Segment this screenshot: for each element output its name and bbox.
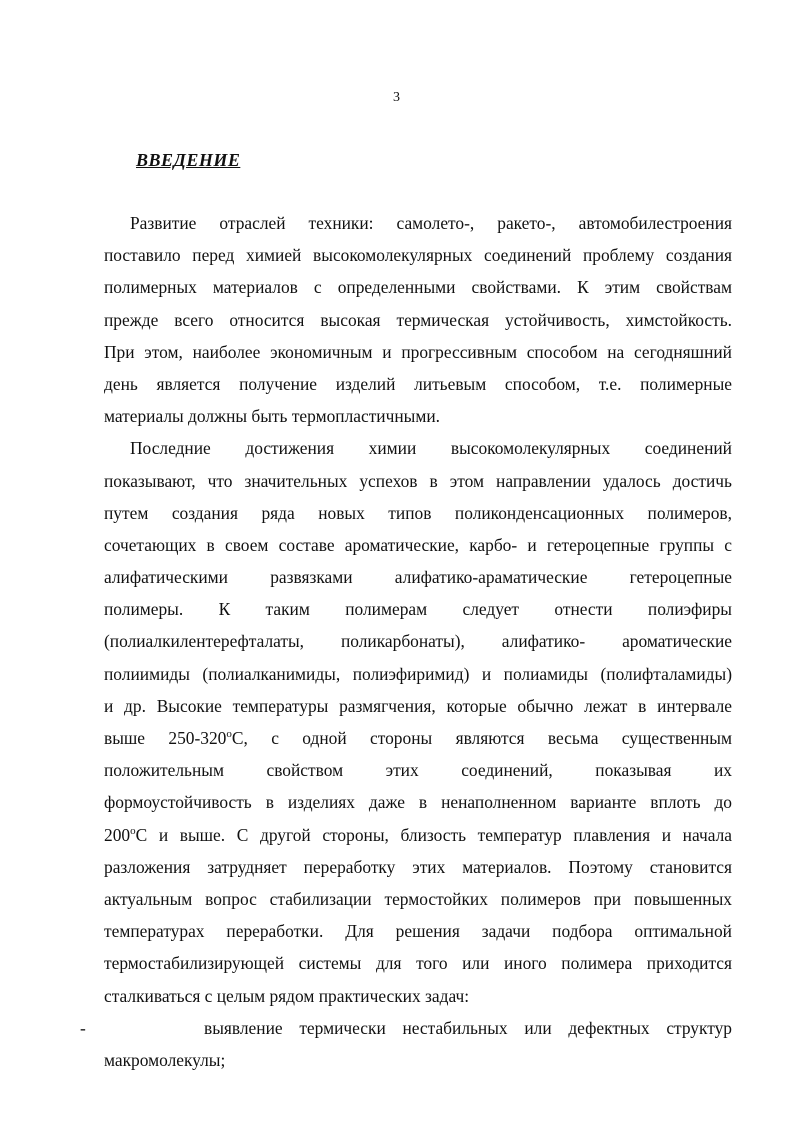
text-line: (полиалкилентерефталаты, поликарбонаты), алифатико- ароматические xyxy=(104,631,732,652)
text-line: показывают, что значительных успехов в этом направлении удалось достичь xyxy=(104,470,732,491)
text-line: полиимиды (полиалканимиды, полиэфиримид) и полиамиды (полифталамиды) xyxy=(104,663,732,684)
text-line-temperature xyxy=(104,722,732,754)
text-line: температурах переработки. Для решения задачи подбора оптимальной xyxy=(104,921,732,942)
text-line: При этом, наиболее экономичным и прогрессивным способом на сегодняшний xyxy=(104,341,732,362)
text-line: макромолекулы; xyxy=(104,1049,226,1070)
text-line: сочетающих в своем составе ароматические, карбо- и гетероцепные группы с xyxy=(104,534,732,555)
text-line: путем создания ряда новых типов поликонденсационных полимеров, xyxy=(104,502,732,523)
temp-text-after: С и выше. С другой стороны, близость температур плавления и начала xyxy=(135,824,732,845)
text-line: актуальным вопрос стабилизации термостойких полимеров при повышенных xyxy=(104,888,732,909)
text-line-temperature xyxy=(104,819,732,851)
text-line: термостабилизирующей системы для того или иного полимера приходится xyxy=(104,953,732,974)
text-line: день является получение изделий литьевым способом, т.е. полимерные xyxy=(104,373,732,394)
text-line: Последние достижения химии высокомолекулярных соединений xyxy=(130,438,732,459)
text-line: материалы должны быть термопластичными. xyxy=(104,406,440,427)
text-line: разложения затрудняет переработку этих материалов. Поэтому становится xyxy=(104,856,732,877)
text-line: и др. Высокие температуры размягчения, которые обычно лежат в интервале xyxy=(104,695,732,716)
text-line: полимерных материалов с определенными свойствами. К этим свойствам xyxy=(104,277,732,298)
list-dash: - xyxy=(80,1017,86,1038)
text-line: положительным свойством этих соединений, показывая их xyxy=(104,760,732,781)
page-number: 3 xyxy=(393,90,400,105)
text-line: полимеры. К таким полимерам следует отнести полиэфиры xyxy=(104,599,732,620)
degree-sup: o xyxy=(226,728,232,741)
text-line: алифатическими развязками алифатико-араматические гетероцепные xyxy=(104,567,732,588)
text-line: сталкиваться с целым рядом практических задач: xyxy=(104,985,470,1006)
list-item-text: выявление термически нестабильных или дефектных структур xyxy=(204,1017,732,1038)
text-line: прежде всего относится высокая термическая устойчивость, химстойкость. xyxy=(104,309,732,330)
degree-sup: o xyxy=(130,824,136,837)
section-heading: ВВЕДЕНИЕ xyxy=(136,150,241,170)
list-item xyxy=(80,1012,732,1044)
text-line: Развитие отраслей техники: самолето-, ракето-, автомобилестроения xyxy=(130,213,732,233)
temp-text-before: выше 250-320 xyxy=(104,728,227,748)
temp-text-after: С, с одной стороны являются весьма существенным xyxy=(231,728,732,748)
text-line: формоустойчивость в изделиях даже в ненаполненном варианте вплоть до xyxy=(104,792,732,813)
body-text xyxy=(80,207,732,1076)
temp-text-before: 200 xyxy=(104,824,131,845)
text-line: поставило перед химией высокомолекулярных соединений проблему создания xyxy=(104,245,732,266)
